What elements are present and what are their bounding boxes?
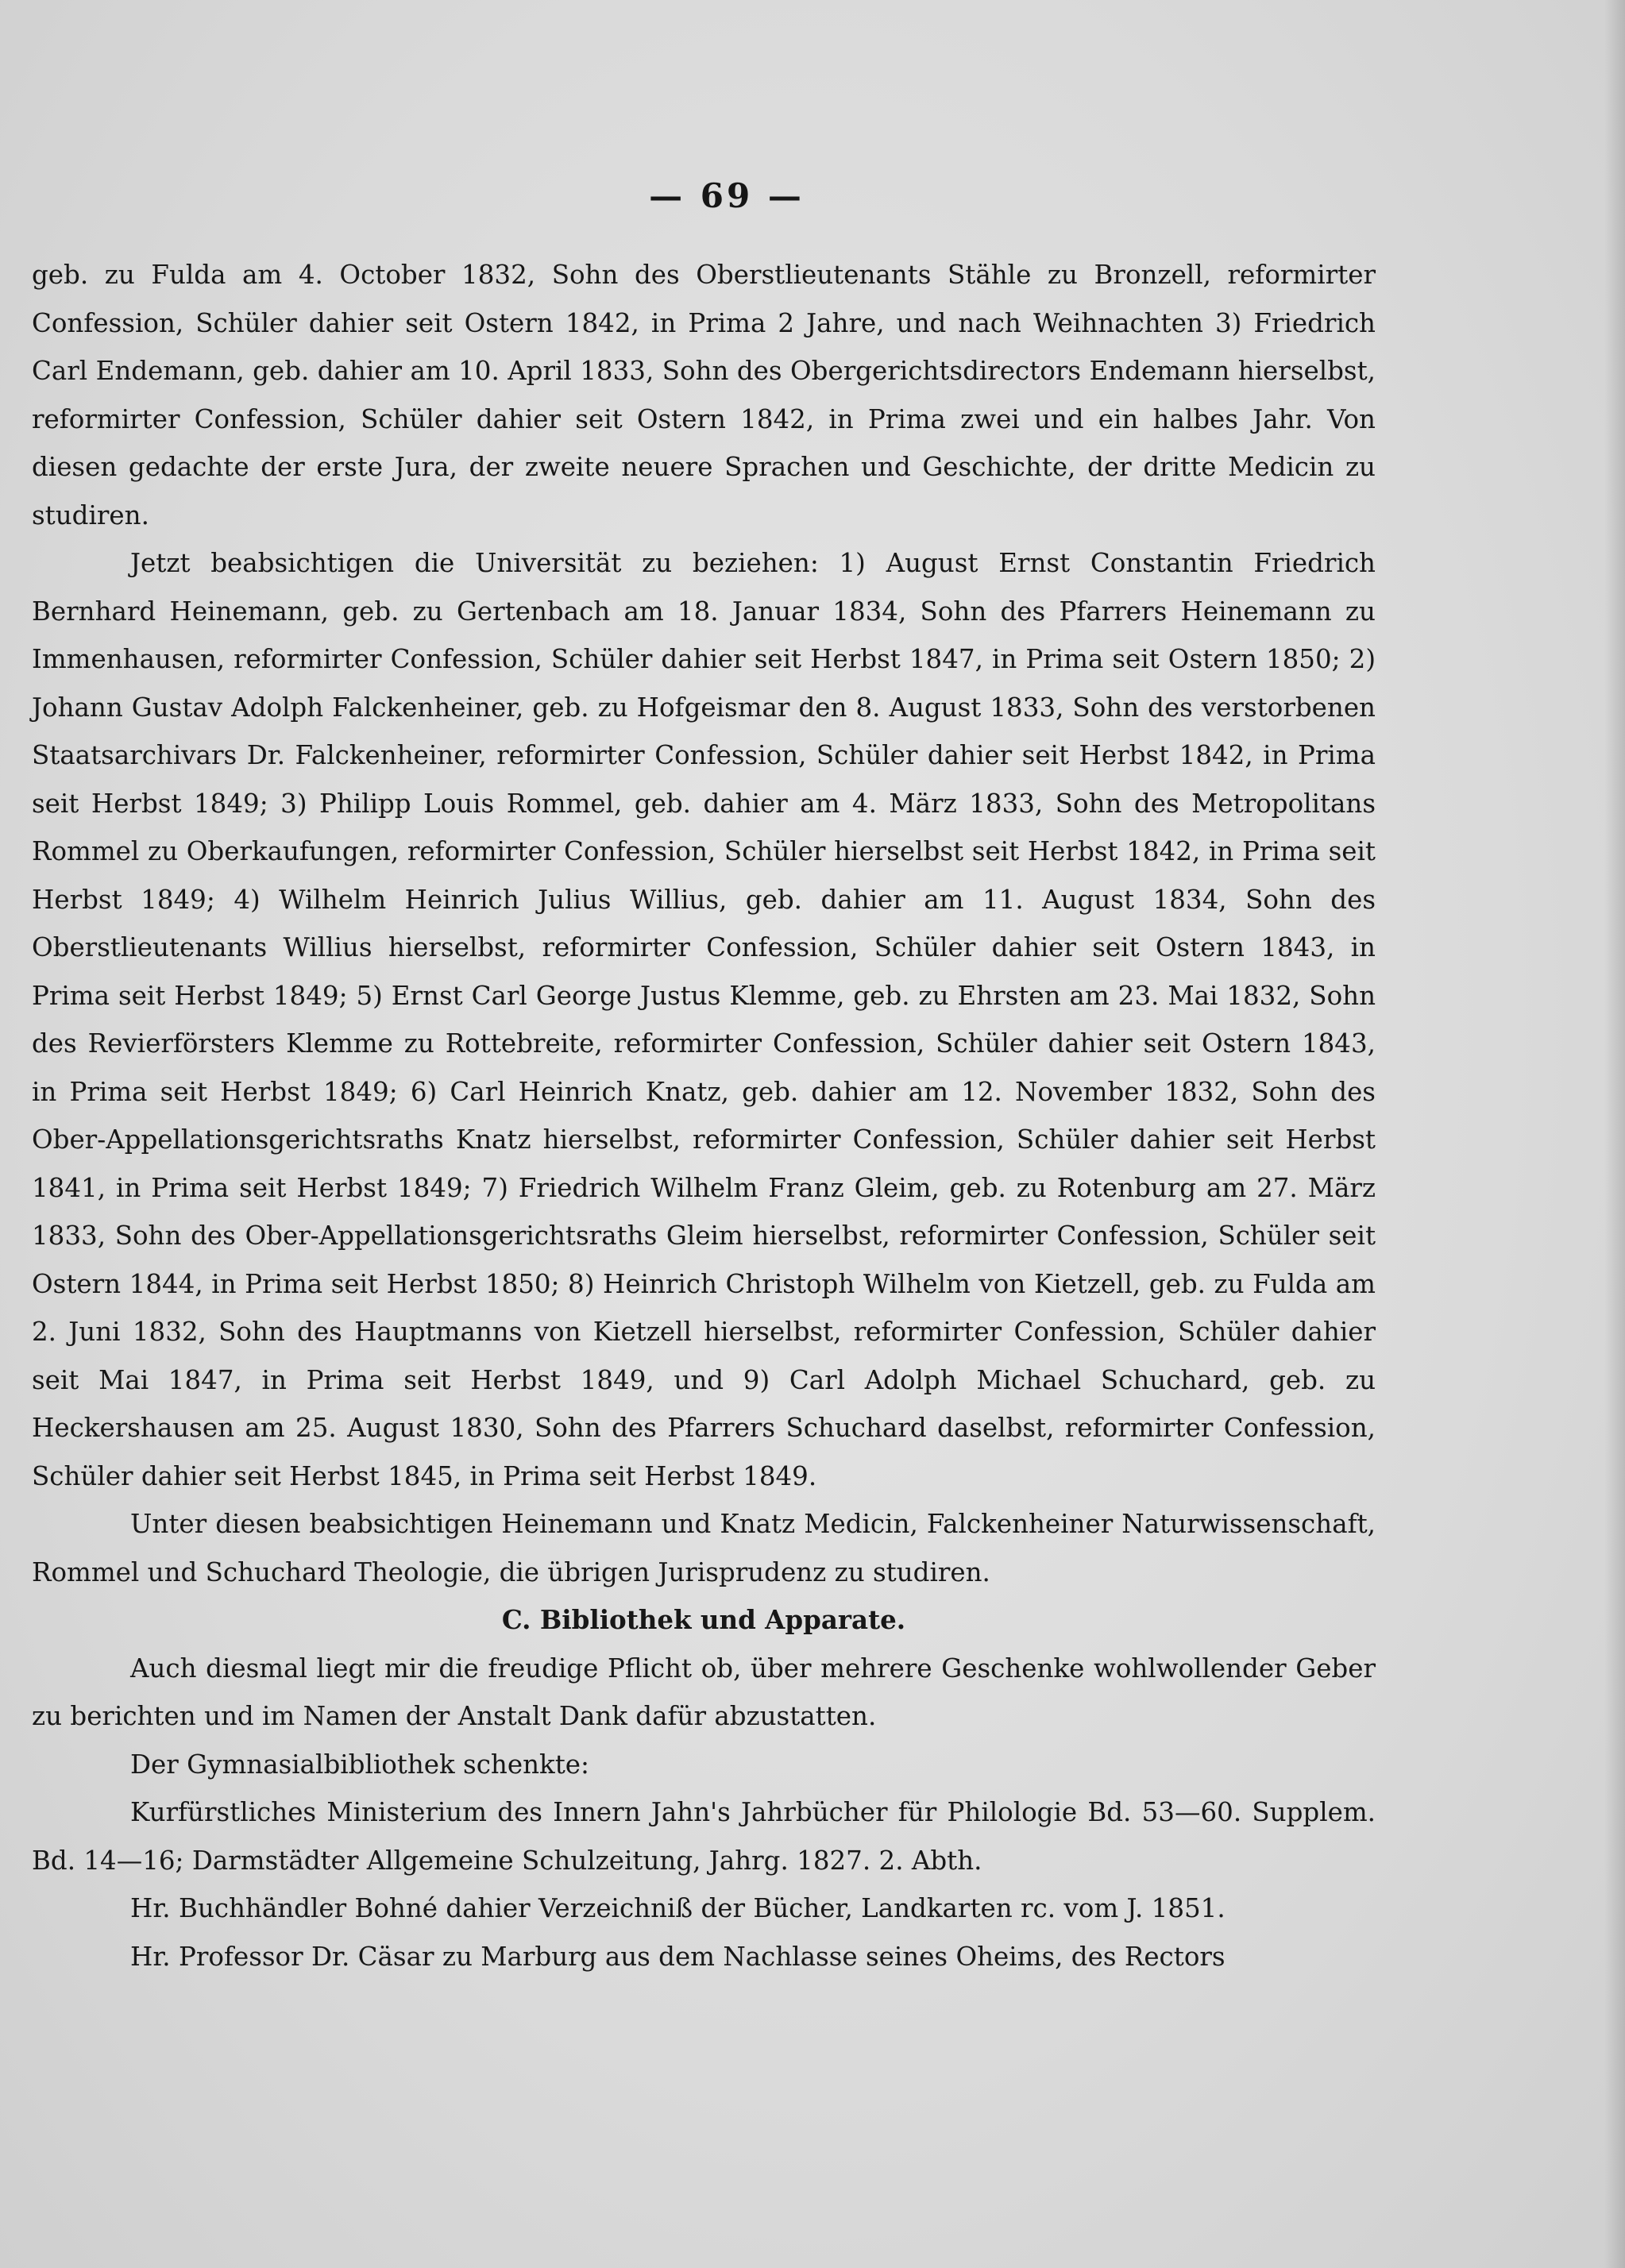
page-edge-shadow xyxy=(1604,0,1625,2268)
paragraph-study-choices: Unter diesen beabsichtigen Heinemann und Knatz Medicin, Falckenheiner Naturwissenschaft, Rommel und Schuchard Theologie, die übrigen Jurisprudenz zu studiren. xyxy=(32,1509,1376,1587)
section-heading-library: C. Bibliothek und Apparate. xyxy=(501,1604,906,1635)
body-text xyxy=(32,251,1376,1981)
page-number: — 69 — xyxy=(649,176,805,215)
paragraph-donation-ministry: Kurfürstliches Ministerium des Innern Jahn's Jahrbücher für Philologie Bd. 53—60. Supplem. Bd. 14—16; Darmstädter Allgemeine Schulzeitung, Jahrg. 1827. 2. Abth. xyxy=(32,1797,1376,1876)
paragraph-graduates-1851: geb. zu Fulda am 4. October 1832, Sohn des Oberstlieutenants Stähle zu Bronzell, reformirter Confession, Schüler dahier seit Ostern 1842, in Prima 2 Jahre, und nach Weihnachten 3) Friedrich Carl Endemann, geb. dahier am 10. April 1833, Sohn des Obergerichtsdirectors Endemann hierselbst, reformirter Confession, Schüler dahier seit Ostern 1842, in Prima zwei und ein halbes Jahr. Von diesen gedachte der erste Jura, der zweite neuere Sprachen und Geschichte, der dritte Medicin zu studiren. xyxy=(32,260,1376,530)
paragraph-donations-intro: Auch diesmal liegt mir die freudige Pflicht ob, über mehrere Geschenke wohlwollender Geber zu berichten und im Namen der Anstalt Dank dafür abzustatten. xyxy=(32,1653,1376,1731)
paragraph-donation-bookseller: Hr. Buchhändler Bohné dahier Verzeichniß der Bücher, Landkarten rc. vom J. 1851. xyxy=(130,1893,1226,1923)
paragraph-library-donors: Der Gymnasialbibliothek schenkte: xyxy=(130,1749,589,1780)
paragraph-university-candidates: Jetzt beabsichtigen die Universität zu beziehen: 1) August Ernst Constantin Friedrich Bernhard Heinemann, geb. zu Gertenbach am 18. Januar 1834, Sohn des Pfarrers Heinemann zu Immenhausen, reformirter Confession, Schüler dahier seit Herbst 1847, in Prima seit Ostern 1850; 2) Johann Gustav Adolph Falckenheiner, geb. zu Hofgeismar den 8. August 1833, Sohn des verstorbenen Staatsarchivars Dr. Falckenheiner, reformirter Confession, Schüler dahier seit Herbst 1842, in Prima seit Herbst 1849; 3) Philipp Louis Rommel, geb. dahier am 4. März 1833, Sohn des Metropolitans Rommel zu Oberkaufungen, reformirter Confession, Schüler hierselbst seit Herbst 1842, in Prima seit Herbst 1849; 4) Wilhelm Heinrich Julius Willius, geb. dahier am 11. August 1834, Sohn des Oberstlieutenants Willius hierselbst, reformirter Confession, Schüler dahier seit Ostern 1843, in Prima seit Herbst 1849; 5) Ernst Carl George Justus Klemme, geb. zu Ehrsten am 23. Mai 1832, Sohn des Revierförsters Klemme zu Rottebreite, reformirter Confession, Schüler dahier seit Ostern 1843, in Prima seit Herbst 1849; 6) Carl Heinrich Knatz, geb. dahier am 12. November 1832, Sohn des Ober-Appellationsgerichtsraths Knatz hierselbst, reformirter Confession, Schüler dahier seit Herbst 1841, in Prima seit Herbst 1849; 7) Friedrich Wilhelm Franz Gleim, geb. zu Rotenburg am 27. März 1833, Sohn des Ober-Appellationsgerichtsraths Gleim hierselbst, reformirter Confession, Schüler seit Ostern 1844, in Prima seit Herbst 1850; 8) Heinrich Christoph Wilhelm von Kietzell, geb. zu Fulda am 2. Juni 1832, Sohn des Hauptmanns von Kietzell hierselbst, reformirter Confession, Schüler dahier seit Mai 1847, in Prima seit Herbst 1849, und 9) Carl Adolph Michael Schuchard, geb. zu Heckershausen am 25. August 1830, Sohn des Pfarrers Schuchard daselbst, reformirter Confession, Schüler dahier seit Herbst 1845, in Prima seit Herbst 1849. xyxy=(32,548,1376,1491)
paragraph-donation-professor: Hr. Professor Dr. Cäsar zu Marburg aus dem Nachlasse seines Oheims, des Rectors xyxy=(130,1941,1226,1972)
